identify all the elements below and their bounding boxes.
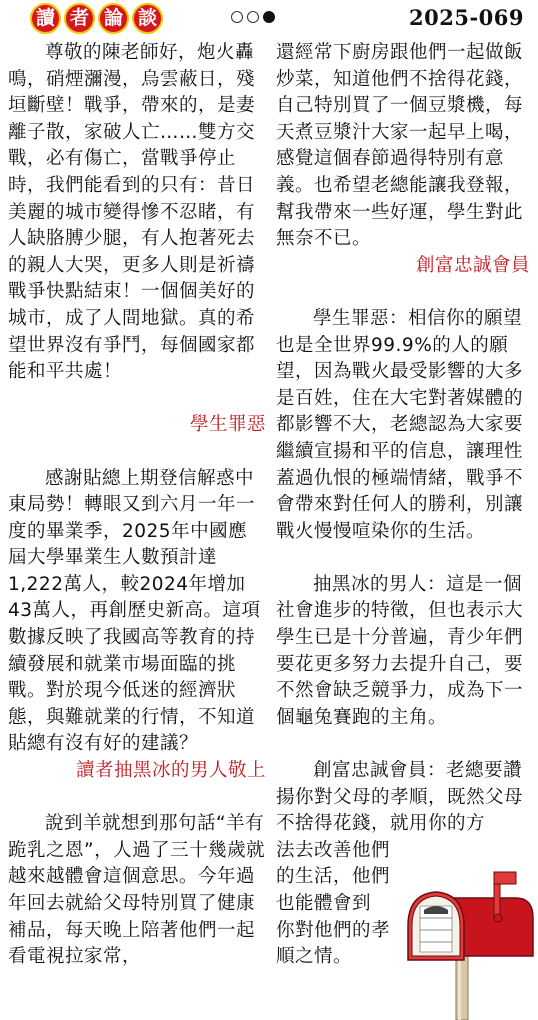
column-header: [0, 0, 538, 36]
reply-3-line-1: 法去改善他們: [276, 839, 391, 861]
filled-circle-icon: [263, 11, 275, 23]
reader-letter-2: 感謝貼總上期登信解惑中東局勢！轉眼又到六月一年一度的畢業季，2025年中國應屆大學畢業生人數預計達1,222萬人，較2024年增加43萬人，再創歷史新高。這項數據反映了我國高等教育的持續發展和就業市場面臨的挑戰。對於現今低迷的經濟狀態，與難就業的行情，不知道貼總有沒有好的建議？: [8, 467, 261, 755]
circle-icon: [231, 11, 243, 23]
reader-letter-3-continued: 還經常下廚房跟他們一起做飯炒菜，知道他們不捨得花錢，自己特別買了一個豆漿機，每天煮豆漿汁大家一起早上喝，感覺這個春節過得特別有意義。也希望老總能讓我登報，幫我帶來一些好運，學生對此無奈不已。: [276, 42, 524, 250]
title-badge-4: 談: [132, 3, 163, 34]
reader-letter-1: 尊敬的陳老師好，炮火轟鳴，硝煙瀰漫，烏雲蔽日，殘垣斷壁！戰爭，帶來的，是妻離子散，家破人亡……雙方交戰，必有傷亡，當戰爭停止時，我們能看到的只有：昔日美麗的城市變得慘不忍睹，有人缺胳膊少腿，有人抱著死去的親人大哭，更多人則是祈禱戰爭快點結束！一個個美好的城市，成了人間地獄。真的希望世界沒有爭鬥，每個國家都能和平共處！: [8, 42, 256, 383]
letter-1-signature: 學生罪惡: [189, 414, 266, 436]
reply-3-line-2: 的生活，他們: [276, 866, 391, 888]
title-badge-3: 論: [98, 3, 129, 34]
reader-letter-3: 說到羊就想到那句話“羊有跪乳之恩”，人過了三十幾歲就越來越體會這個意思。今年過年回去就給父母特別買了健康補品，每天晚上陪著他們一起看電視拉家常，: [8, 813, 266, 968]
reply-1: 學生罪惡：相信你的願望也是全世界99.9%的人的願望，因為戰火最受影響的大多是百姓，住在大宅對著媒體的都影響不大，老總認為大家要繼續宣揚和平的信息，讓理性蓋過仇恨的極端情緒，戰爭不會帶來對任何人的勝利，別讓戰火慢慢喧染你的生活。: [276, 307, 524, 542]
right-column: [276, 40, 530, 971]
reply-3-line-4: 你對他們的孝: [276, 919, 391, 941]
reply-2: 抽黑冰的男人：這是一個社會進步的特徵，但也表示大學生已是十分普遍，青少年們要花更多努力去提升自己，要不然會缺乏競爭力，成為下一個龜兔賽跑的主角。: [276, 573, 524, 728]
title-badge-2: 者: [64, 3, 95, 34]
letter-2-signature: 讀者抽黑冰的男人敬上: [75, 760, 266, 782]
mailbox-icon: [398, 868, 538, 1020]
reply-3-line-5: 順之情。: [276, 946, 353, 968]
reply-3-line-3: 也能體會到: [276, 893, 372, 914]
decorative-dots: [231, 11, 275, 23]
reply-3-intro: 創富忠誠會員：老總要讚揚你對父母的孝順，既然父母不捨得花錢，就用你的方: [276, 760, 524, 835]
issue-number: 2025-069: [409, 5, 524, 30]
left-column: [8, 40, 266, 971]
letter-3-signature: 創富忠誠會員: [415, 254, 530, 276]
column-title: [30, 3, 163, 34]
circle-icon: [247, 11, 259, 23]
title-badge-1: 讀: [30, 3, 61, 34]
